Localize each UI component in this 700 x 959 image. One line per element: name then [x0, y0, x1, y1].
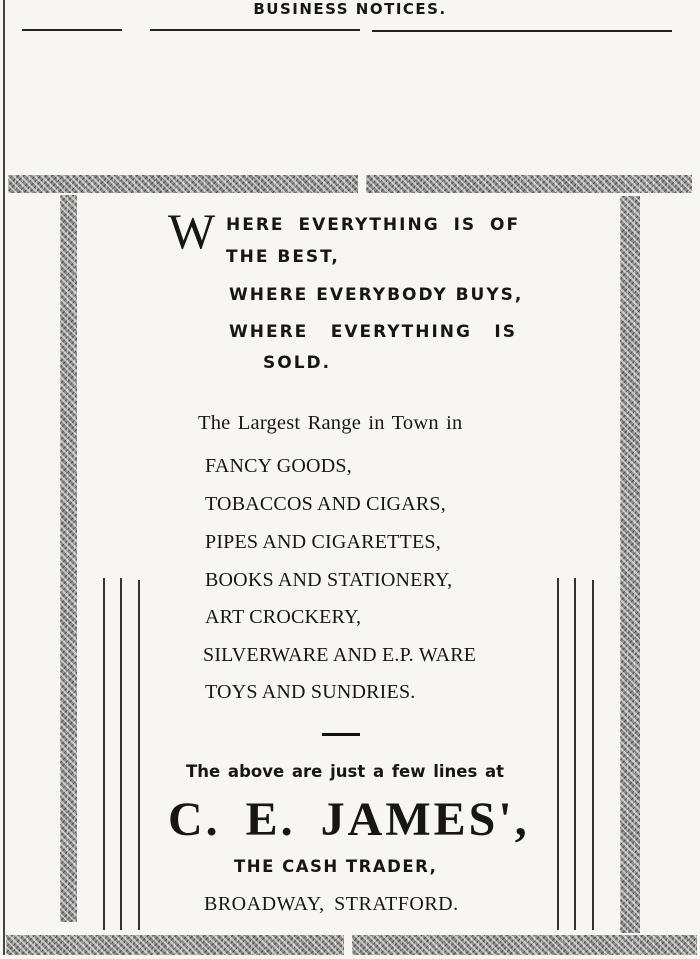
headline-word: WHERE [229, 322, 309, 342]
product-line: TOBACCOS AND CIGARS, [205, 493, 446, 515]
product-line: SILVERWARE AND E.P. WARE [203, 644, 477, 666]
advert-border-top [8, 175, 358, 193]
header-rule [150, 29, 360, 31]
decorative-rule [592, 580, 594, 930]
drop-cap-letter: W [168, 203, 216, 259]
advert-border-bottom [352, 935, 697, 955]
merchant-name: C. E. JAMES', [168, 793, 530, 846]
product-line: FANCY GOODS, [205, 455, 352, 477]
headline-line [229, 322, 517, 342]
product-line: PIPES AND CIGARETTES, [205, 531, 441, 553]
advert-border-bottom [6, 935, 344, 955]
decorative-rule [557, 578, 559, 930]
section-heading: BUSINESS NOTICES. [253, 0, 447, 18]
headline-word: IS [494, 322, 517, 342]
decorative-rule [138, 580, 140, 930]
trader-title: THE CASH TRADER, [234, 857, 438, 876]
product-line: BOOKS AND STATIONERY, [205, 569, 453, 591]
tagline: The above are just a few lines at [186, 762, 505, 781]
headline-line: SOLD. [263, 353, 332, 373]
advert-border-top [366, 175, 692, 193]
product-line: TOYS AND SUNDRIES. [205, 681, 416, 703]
decorative-rule [574, 578, 576, 930]
headline-line: HERE EVERYTHING IS OF [226, 215, 521, 235]
range-intro: The Largest Range in Town in [198, 412, 463, 434]
page-edge-line [3, 0, 5, 955]
headline-word: EVERYTHING [330, 322, 472, 342]
headline-line: WHERE EVERYBODY BUYS, [229, 285, 524, 305]
header-rule [22, 29, 122, 31]
headline-line: THE BEST, [226, 247, 340, 267]
product-line: ART CROCKERY, [205, 606, 362, 628]
header-rule [372, 30, 672, 32]
section-divider [322, 733, 360, 736]
decorative-rule [120, 578, 122, 930]
decorative-rule [103, 578, 105, 930]
merchant-address: BROADWAY, STRATFORD. [204, 893, 459, 915]
advert-border-left [60, 195, 77, 922]
advert-border-right [620, 196, 640, 933]
